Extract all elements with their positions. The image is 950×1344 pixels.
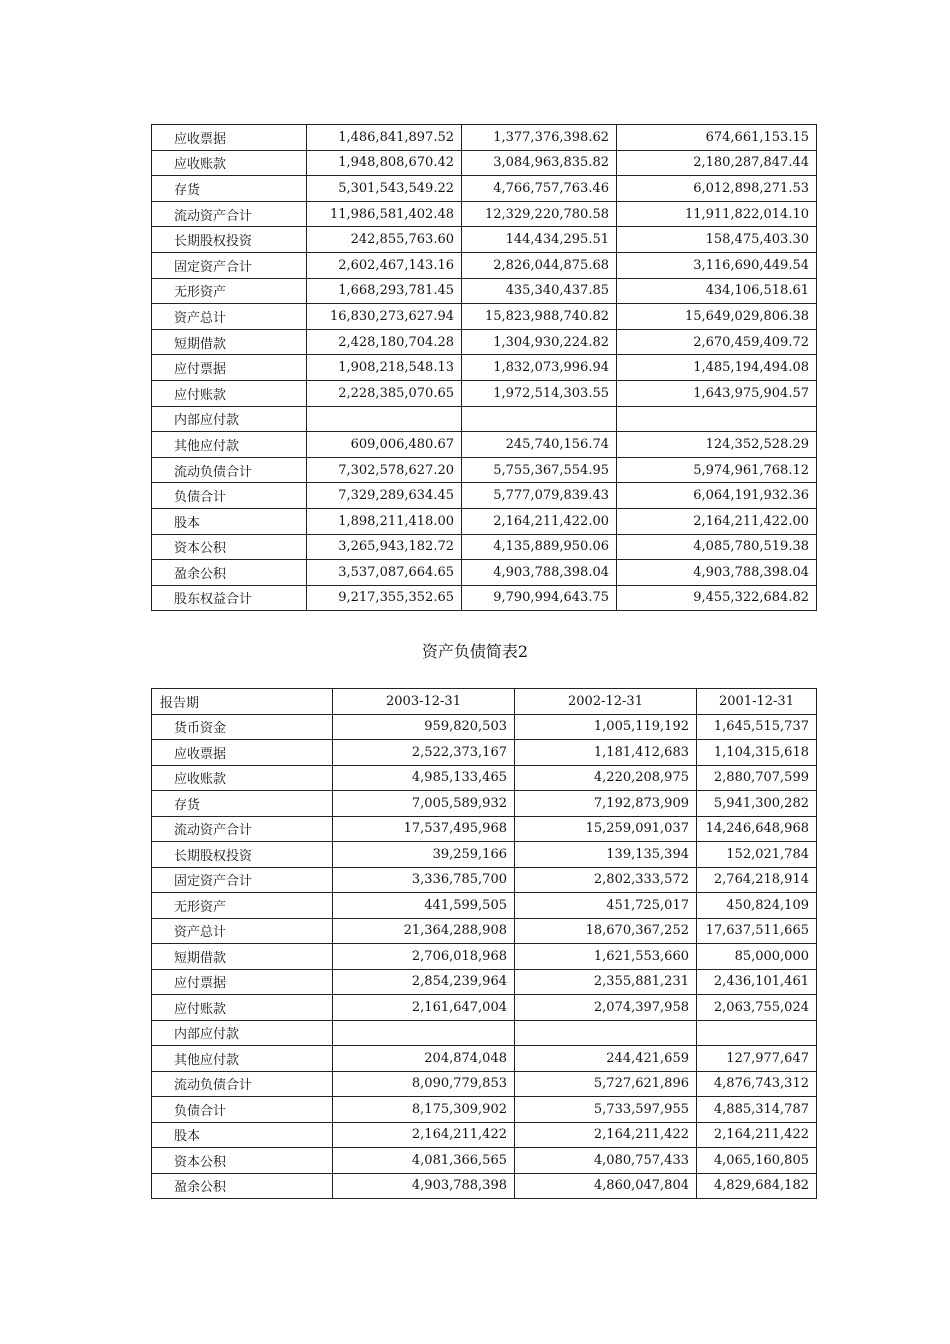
table-row [152, 1173, 817, 1199]
value-col-1: 21,364,288,908 [333, 918, 515, 944]
table-row [152, 969, 817, 995]
row-label: 资产总计 [152, 918, 333, 944]
table-row [152, 791, 817, 817]
row-label: 应付账款 [152, 995, 333, 1021]
table-row [152, 1122, 817, 1148]
row-label: 存货 [152, 176, 307, 202]
value-col-1 [333, 1020, 515, 1046]
value-col-3: 2,164,211,422 [697, 1122, 817, 1148]
value-col-3: 4,876,743,312 [697, 1071, 817, 1097]
value-col-2: 4,766,757,763.46 [462, 176, 617, 202]
table-row [152, 201, 817, 227]
table-row [152, 125, 817, 151]
value-col-2: 1,304,930,224.82 [462, 329, 617, 355]
table-row [152, 944, 817, 970]
value-col-3: 5,974,961,768.12 [617, 457, 817, 483]
value-col-1: 7,329,289,634.45 [307, 483, 462, 509]
value-col-2: 2,802,333,572 [515, 867, 697, 893]
value-col-2: 244,421,659 [515, 1046, 697, 1072]
row-label: 应付账款 [152, 380, 307, 406]
row-label: 负债合计 [152, 483, 307, 509]
value-col-1: 7,302,578,627.20 [307, 457, 462, 483]
value-col-3: 450,824,109 [697, 893, 817, 919]
row-label: 盈余公积 [152, 1173, 333, 1199]
value-col-1: 2,706,018,968 [333, 944, 515, 970]
row-label: 货币资金 [152, 714, 333, 740]
value-col-2: 1,972,514,303.55 [462, 380, 617, 406]
table-row [152, 380, 817, 406]
balance-table-2 [151, 688, 817, 1199]
value-col-3: 11,911,822,014.10 [617, 201, 817, 227]
value-col-2: 2,164,211,422.00 [462, 508, 617, 534]
value-col-1: 2,164,211,422 [333, 1122, 515, 1148]
value-col-2: 2,826,044,875.68 [462, 252, 617, 278]
row-label: 其他应付款 [152, 1046, 333, 1072]
value-col-1: 3,265,943,182.72 [307, 534, 462, 560]
value-col-3 [697, 1020, 817, 1046]
value-col-1: 7,005,589,932 [333, 791, 515, 817]
row-label: 负债合计 [152, 1097, 333, 1123]
value-col-2: 1,377,376,398.62 [462, 125, 617, 151]
value-col-2: 4,080,757,433 [515, 1148, 697, 1174]
value-col-2: 3,084,963,835.82 [462, 150, 617, 176]
value-col-1: 2,228,385,070.65 [307, 380, 462, 406]
value-col-2: 451,725,017 [515, 893, 697, 919]
row-label: 股本 [152, 508, 307, 534]
value-col-1: 39,259,166 [333, 842, 515, 868]
value-col-1: 2,522,373,167 [333, 740, 515, 766]
table-row [152, 508, 817, 534]
row-label: 内部应付款 [152, 406, 307, 432]
value-col-3: 1,645,515,737 [697, 714, 817, 740]
table-row [152, 1046, 817, 1072]
table-row [152, 432, 817, 458]
value-col-2: 2,074,397,958 [515, 995, 697, 1021]
value-col-2: 2,355,881,231 [515, 969, 697, 995]
value-col-2: 4,220,208,975 [515, 765, 697, 791]
value-col-2: 5,727,621,896 [515, 1071, 697, 1097]
row-label: 股东权益合计 [152, 585, 307, 611]
table-header-row [152, 689, 817, 715]
table-row [152, 355, 817, 381]
value-col-1: 5,301,543,549.22 [307, 176, 462, 202]
value-col-2: 1,621,553,660 [515, 944, 697, 970]
value-col-1: 2,428,180,704.28 [307, 329, 462, 355]
value-col-1: 1,486,841,897.52 [307, 125, 462, 151]
row-label: 应付票据 [152, 969, 333, 995]
table-row [152, 842, 817, 868]
value-col-2: 12,329,220,780.58 [462, 201, 617, 227]
value-col-3: 2,764,218,914 [697, 867, 817, 893]
value-col-1 [307, 406, 462, 432]
row-label: 流动资产合计 [152, 816, 333, 842]
row-label: 流动负债合计 [152, 457, 307, 483]
row-label: 应收票据 [152, 740, 333, 766]
table-row [152, 227, 817, 253]
value-col-1: 609,006,480.67 [307, 432, 462, 458]
value-col-1: 8,090,779,853 [333, 1071, 515, 1097]
value-col-3: 124,352,528.29 [617, 432, 817, 458]
value-col-3 [617, 406, 817, 432]
value-col-2: 435,340,437.85 [462, 278, 617, 304]
row-label: 应付票据 [152, 355, 307, 381]
value-col-3: 127,977,647 [697, 1046, 817, 1072]
value-col-3: 1,643,975,904.57 [617, 380, 817, 406]
value-col-1: 242,855,763.60 [307, 227, 462, 253]
row-label: 固定资产合计 [152, 867, 333, 893]
value-col-3: 4,065,160,805 [697, 1148, 817, 1174]
value-col-1: 1,908,218,548.13 [307, 355, 462, 381]
value-col-3: 2,880,707,599 [697, 765, 817, 791]
value-col-3: 4,885,314,787 [697, 1097, 817, 1123]
value-col-1: 4,903,788,398 [333, 1173, 515, 1199]
table-row [152, 329, 817, 355]
table-row [152, 457, 817, 483]
row-label: 内部应付款 [152, 1020, 333, 1046]
table-row [152, 1148, 817, 1174]
header-period: 报告期 [152, 689, 333, 715]
table-row [152, 150, 817, 176]
value-col-3: 2,180,287,847.44 [617, 150, 817, 176]
value-col-1: 1,668,293,781.45 [307, 278, 462, 304]
value-col-3: 152,021,784 [697, 842, 817, 868]
row-label: 存货 [152, 791, 333, 817]
table-row [152, 867, 817, 893]
value-col-2: 4,135,889,950.06 [462, 534, 617, 560]
value-col-2: 9,790,994,643.75 [462, 585, 617, 611]
row-label: 短期借款 [152, 329, 307, 355]
value-col-1: 4,985,133,465 [333, 765, 515, 791]
row-label: 资本公积 [152, 534, 307, 560]
value-col-2: 245,740,156.74 [462, 432, 617, 458]
value-col-1: 959,820,503 [333, 714, 515, 740]
balance-table-1 [151, 124, 817, 611]
value-col-3: 2,670,459,409.72 [617, 329, 817, 355]
value-col-3: 2,436,101,461 [697, 969, 817, 995]
value-col-3: 674,661,153.15 [617, 125, 817, 151]
value-col-1: 2,602,467,143.16 [307, 252, 462, 278]
row-label: 盈余公积 [152, 560, 307, 586]
value-col-3: 4,829,684,182 [697, 1173, 817, 1199]
table-row [152, 1071, 817, 1097]
table-row [152, 918, 817, 944]
value-col-2: 1,181,412,683 [515, 740, 697, 766]
value-col-1: 4,081,366,565 [333, 1148, 515, 1174]
row-label: 资本公积 [152, 1148, 333, 1174]
value-col-3: 85,000,000 [697, 944, 817, 970]
row-label: 无形资产 [152, 893, 333, 919]
table-row [152, 714, 817, 740]
row-label: 流动负债合计 [152, 1071, 333, 1097]
value-col-2 [515, 1020, 697, 1046]
value-col-3: 3,116,690,449.54 [617, 252, 817, 278]
row-label: 其他应付款 [152, 432, 307, 458]
value-col-3: 434,106,518.61 [617, 278, 817, 304]
value-col-1: 3,537,087,664.65 [307, 560, 462, 586]
value-col-2: 4,903,788,398.04 [462, 560, 617, 586]
row-label: 长期股权投资 [152, 842, 333, 868]
table-row [152, 252, 817, 278]
value-col-2: 2,164,211,422 [515, 1122, 697, 1148]
value-col-2: 1,832,073,996.94 [462, 355, 617, 381]
header-col-2: 2002-12-31 [515, 689, 697, 715]
value-col-3: 17,637,511,665 [697, 918, 817, 944]
table-row [152, 278, 817, 304]
row-label: 股本 [152, 1122, 333, 1148]
value-col-2: 139,135,394 [515, 842, 697, 868]
row-label: 应收账款 [152, 150, 307, 176]
table-row [152, 1097, 817, 1123]
value-col-3: 5,941,300,282 [697, 791, 817, 817]
value-col-2: 144,434,295.51 [462, 227, 617, 253]
table-row [152, 585, 817, 611]
value-col-3: 1,104,315,618 [697, 740, 817, 766]
row-label: 固定资产合计 [152, 252, 307, 278]
table-row [152, 740, 817, 766]
value-col-1: 3,336,785,700 [333, 867, 515, 893]
table-row [152, 995, 817, 1021]
value-col-3: 4,903,788,398.04 [617, 560, 817, 586]
value-col-1: 1,898,211,418.00 [307, 508, 462, 534]
table-caption: 资产负债简表2 [421, 642, 529, 661]
value-col-3: 6,012,898,271.53 [617, 176, 817, 202]
table-row [152, 534, 817, 560]
table-row [152, 1020, 817, 1046]
table-row [152, 560, 817, 586]
value-col-3: 6,064,191,932.36 [617, 483, 817, 509]
value-col-2: 7,192,873,909 [515, 791, 697, 817]
table-row [152, 765, 817, 791]
value-col-3: 2,063,755,024 [697, 995, 817, 1021]
row-label: 无形资产 [152, 278, 307, 304]
header-col-1: 2003-12-31 [333, 689, 515, 715]
value-col-3: 4,085,780,519.38 [617, 534, 817, 560]
value-col-2: 5,755,367,554.95 [462, 457, 617, 483]
value-col-2 [462, 406, 617, 432]
value-col-2: 5,733,597,955 [515, 1097, 697, 1123]
value-col-3: 14,246,648,968 [697, 816, 817, 842]
value-col-1: 11,986,581,402.48 [307, 201, 462, 227]
value-col-2: 1,005,119,192 [515, 714, 697, 740]
value-col-1: 16,830,273,627.94 [307, 304, 462, 330]
value-col-2: 18,670,367,252 [515, 918, 697, 944]
row-label: 流动资产合计 [152, 201, 307, 227]
value-col-3: 1,485,194,494.08 [617, 355, 817, 381]
value-col-3: 2,164,211,422.00 [617, 508, 817, 534]
value-col-2: 4,860,047,804 [515, 1173, 697, 1199]
table-row [152, 176, 817, 202]
row-label: 资产总计 [152, 304, 307, 330]
value-col-3: 158,475,403.30 [617, 227, 817, 253]
value-col-1: 8,175,309,902 [333, 1097, 515, 1123]
value-col-1: 204,874,048 [333, 1046, 515, 1072]
value-col-2: 5,777,079,839.43 [462, 483, 617, 509]
value-col-1: 1,948,808,670.42 [307, 150, 462, 176]
row-label: 应收账款 [152, 765, 333, 791]
value-col-1: 2,161,647,004 [333, 995, 515, 1021]
table-row [152, 304, 817, 330]
value-col-1: 17,537,495,968 [333, 816, 515, 842]
value-col-1: 2,854,239,964 [333, 969, 515, 995]
row-label: 短期借款 [152, 944, 333, 970]
table-row [152, 406, 817, 432]
table-row [152, 893, 817, 919]
value-col-2: 15,823,988,740.82 [462, 304, 617, 330]
value-col-3: 9,455,322,684.82 [617, 585, 817, 611]
header-col-3: 2001-12-31 [697, 689, 817, 715]
table-row [152, 483, 817, 509]
row-label: 应收票据 [152, 125, 307, 151]
value-col-1: 9,217,355,352.65 [307, 585, 462, 611]
value-col-1: 441,599,505 [333, 893, 515, 919]
table-row [152, 816, 817, 842]
value-col-3: 15,649,029,806.38 [617, 304, 817, 330]
value-col-2: 15,259,091,037 [515, 816, 697, 842]
row-label: 长期股权投资 [152, 227, 307, 253]
